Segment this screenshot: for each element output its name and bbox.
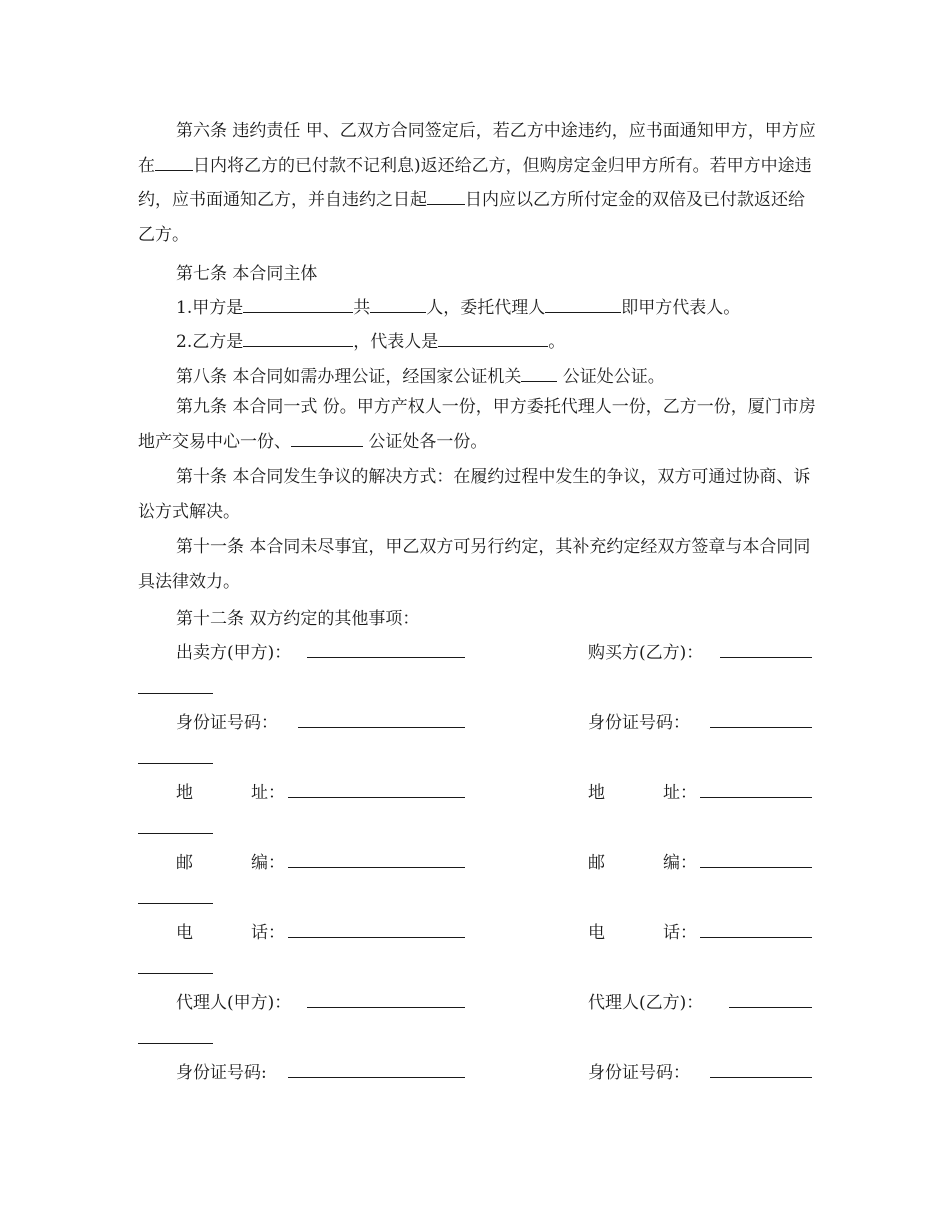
buyer-blank[interactable] bbox=[720, 657, 812, 658]
article-8 bbox=[176, 366, 665, 388]
item-1-total: 共 bbox=[353, 298, 371, 318]
article-10-text: 第十条 本合同发生争议的解决方式：在履约过程中发生的争议，双方可通过协商、诉讼方式解决。 bbox=[138, 467, 811, 522]
buyer-id-blank[interactable] bbox=[710, 727, 812, 728]
buyer-addr-blank-continuation[interactable] bbox=[138, 833, 213, 834]
party-a-agent-blank[interactable] bbox=[545, 298, 621, 313]
article-6-text-3: 日内应以乙方所付定金的双倍及已付款返还给乙方。 bbox=[138, 190, 805, 245]
article-12: 第十二条 双方约定的其他事项： bbox=[176, 609, 420, 629]
notary-office-blank[interactable] bbox=[521, 367, 557, 382]
agent-b-id-label: 身份证号码： bbox=[588, 1063, 690, 1083]
agent-a-blank[interactable] bbox=[307, 1007, 465, 1008]
agent-b-blank-continuation[interactable] bbox=[138, 1043, 213, 1044]
article-9-text-b: 公证处各一份。 bbox=[363, 431, 488, 452]
buyer-id-blank-continuation[interactable] bbox=[138, 763, 213, 764]
buyer-addr-label-1: 地 bbox=[588, 783, 605, 803]
article-8-text-a: 第八条 本合同如需办理公证，经国家公证机关 bbox=[176, 367, 522, 387]
buyer-blank-continuation[interactable] bbox=[138, 693, 213, 694]
article-6 bbox=[138, 114, 818, 252]
agent-a-label: 代理人(甲方)： bbox=[176, 993, 292, 1013]
notary-copy-blank[interactable] bbox=[291, 432, 363, 447]
party-a-name-blank[interactable] bbox=[243, 298, 353, 313]
agent-b-label: 代理人(乙方)： bbox=[588, 993, 704, 1013]
party-a-count-blank[interactable] bbox=[370, 298, 426, 313]
item-1-label: 1.甲方是 bbox=[176, 298, 244, 318]
item-2-label: 2.乙方是 bbox=[176, 332, 244, 352]
party-b-name-blank[interactable] bbox=[243, 332, 353, 347]
seller-id-blank[interactable] bbox=[298, 727, 465, 728]
article-6-text-2: 日内将乙方的已付款不记利息)返还给乙方，但购房定金归甲方所有。若甲方中途违约，应书面通知乙方，并自违约之日起 bbox=[138, 155, 812, 210]
party-b-rep-blank[interactable] bbox=[438, 332, 548, 347]
article-9 bbox=[138, 390, 818, 459]
buyer-tel-label-1: 电 bbox=[588, 923, 605, 943]
buyer-label: 购买方(乙方)： bbox=[588, 643, 704, 663]
item-2-rep: ，代表人是 bbox=[353, 332, 439, 352]
seller-zip-label-1: 邮 bbox=[176, 853, 193, 873]
buyer-tel-blank-continuation[interactable] bbox=[138, 973, 213, 974]
seller-zip-label-2: 编： bbox=[251, 853, 285, 873]
seller-id-label: 身份证号码： bbox=[176, 713, 278, 733]
article-6-heading: 第六条 违约责任 bbox=[176, 121, 301, 141]
seller-label: 出卖方(甲方)： bbox=[176, 643, 292, 663]
article-8-text-b: 公证处公证。 bbox=[557, 367, 665, 387]
article-7-item-1 bbox=[176, 297, 740, 319]
item-2-end: 。 bbox=[548, 332, 566, 352]
seller-tel-label-1: 电 bbox=[176, 923, 193, 943]
item-1-agent: 人，委托代理人 bbox=[426, 298, 546, 318]
seller-zip-blank[interactable] bbox=[288, 867, 465, 868]
article-11 bbox=[138, 530, 818, 599]
seller-tel-blank[interactable] bbox=[288, 937, 465, 938]
article-7-item-2 bbox=[176, 331, 565, 353]
buyer-zip-label-2: 编： bbox=[663, 853, 697, 873]
article-9-text-a: 第九条 本合同一式 份。甲方产权人一份，甲方委托代理人一份，乙方一份，厦门市房地产交易中心一份、 bbox=[138, 397, 816, 452]
agent-b-id-blank[interactable] bbox=[710, 1077, 812, 1078]
seller-blank[interactable] bbox=[307, 657, 465, 658]
seller-tel-label-2: 话： bbox=[251, 923, 285, 943]
article-6-text-1: 甲、乙双方合同签定后，若乙方中途违约，应书面通知甲方，甲方应在 bbox=[138, 121, 816, 176]
buyer-addr-blank[interactable] bbox=[700, 797, 812, 798]
buyer-zip-blank[interactable] bbox=[700, 867, 812, 868]
seller-addr-label-1: 地 bbox=[176, 783, 193, 803]
article-10 bbox=[138, 460, 818, 529]
item-1-end: 即甲方代表人。 bbox=[621, 298, 741, 318]
agent-a-id-label: 身份证号码: bbox=[176, 1063, 267, 1083]
article-7-heading: 第七条 本合同主体 bbox=[176, 264, 318, 284]
agent-b-blank[interactable] bbox=[729, 1007, 812, 1008]
buyer-addr-label-2: 址： bbox=[663, 783, 697, 803]
buyer-zip-label-1: 邮 bbox=[588, 853, 605, 873]
buyer-id-label: 身份证号码： bbox=[588, 713, 690, 733]
agent-a-id-blank[interactable] bbox=[288, 1077, 465, 1078]
refund-days-blank[interactable] bbox=[155, 156, 193, 171]
seller-addr-label-2: 址： bbox=[251, 783, 285, 803]
deposit-days-blank[interactable] bbox=[427, 190, 465, 205]
buyer-tel-label-2: 话： bbox=[663, 923, 697, 943]
article-11-text: 第十一条 本合同未尽事宜，甲乙双方可另行约定，其补充约定经双方签章与本合同同具法律效力。 bbox=[138, 537, 811, 592]
seller-addr-blank[interactable] bbox=[288, 797, 465, 798]
buyer-zip-blank-continuation[interactable] bbox=[138, 903, 213, 904]
buyer-tel-blank[interactable] bbox=[700, 937, 812, 938]
